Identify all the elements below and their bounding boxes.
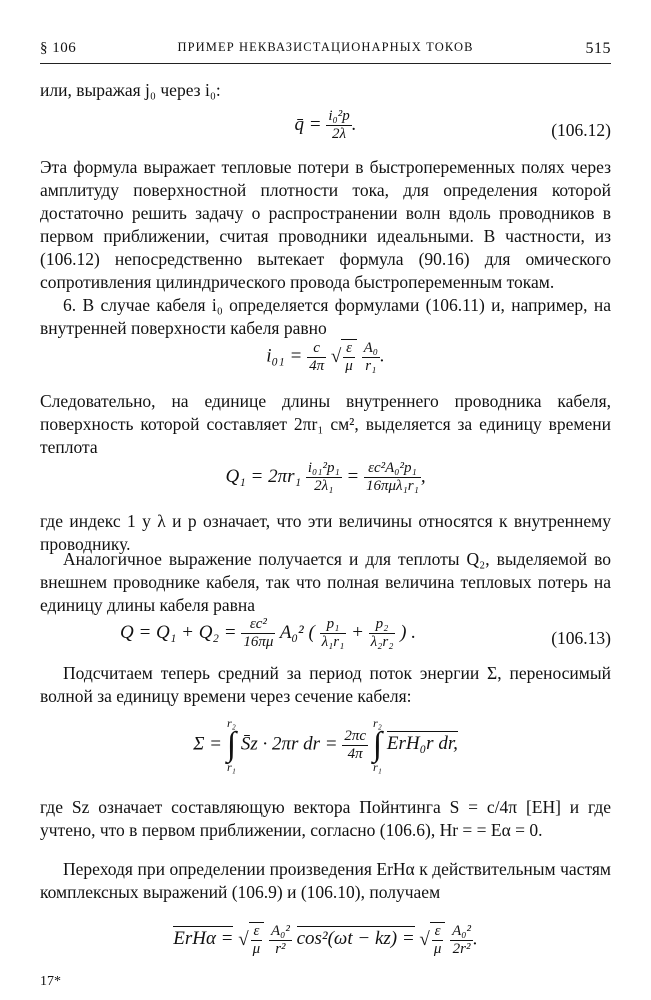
eq-tail: ) . <box>400 621 416 643</box>
eq-fraction-2 <box>320 616 347 651</box>
integrand-2: ErH₀r dr, <box>386 733 458 755</box>
eq-denominator: μ <box>345 358 353 374</box>
eq-middle: A₀² ( <box>279 621 315 643</box>
paragraph-9: Переходя при определении произведения ErHα к действительным частям комплексных выражений (106.9) и (106.10), получаем <box>40 859 611 902</box>
eq-lhs: i₀₁ = <box>266 345 303 367</box>
eq-lhs: Q = Q₁ + Q₂ = <box>120 621 237 643</box>
running-header <box>40 40 611 60</box>
eq-denominator: λ₁r₁ <box>321 634 345 650</box>
equation-ErHa <box>40 922 611 968</box>
eq-equals: = <box>346 465 360 487</box>
eq-fraction-2 <box>362 340 380 375</box>
eq-numerator: c <box>307 340 326 358</box>
eq-tail: . <box>473 928 478 950</box>
paragraph-3: 6. В случае кабеля i₀ определяется формулами (106.11) и, например, на внутренней поверхности кабеля равно <box>40 295 611 338</box>
paragraph-6: Аналогичное выражение получается и для теплоты Q₂, выделяемой во внешнем проводнике кабеля, так что полная величина тепловых потерь на единицу длины кабеля равна <box>40 549 611 615</box>
equation-106-12 <box>40 108 611 154</box>
eq-numerator: A₀ <box>363 339 378 356</box>
paragraph-2: Эта формула выражает тепловые потери в быстропеременных полях через амплитуду поверхностной плотности тока, для определения которой достаточно решить задачу о распространении волн вдоль проводников в первом приближении, считая проводники идеальными. В частности, из (106.12) непосредственно вытекает формула (90.16) для омического сопротивления цилиндрического провода быстропеременным токам. <box>40 157 611 292</box>
eq-denominator: 4π <box>347 745 363 762</box>
eq-numerator: εc²A₀²p₁ <box>364 460 421 478</box>
equation-Q1 <box>40 460 611 506</box>
signature-mark: 17* <box>40 974 61 989</box>
integral-2 <box>373 716 382 774</box>
eq-fraction-1 <box>241 616 275 651</box>
equation-number: (106.13) <box>551 628 611 648</box>
square-root: √ $\frac{\varepsilon}{\mu}$ <box>331 339 357 375</box>
section-number: § 106 <box>40 40 77 56</box>
eq-denominator: μ <box>252 941 261 957</box>
eq-numerator: 2πc <box>344 727 367 744</box>
paragraph-1: или, выражая j₀ через i₀: <box>40 80 221 100</box>
eq-denominator: μ <box>433 941 442 957</box>
eq-fraction-2 <box>450 923 473 958</box>
eq-denominator: 2λ <box>332 126 347 142</box>
page-number: 515 <box>585 40 611 57</box>
eq-numerator: A₀² <box>270 922 290 939</box>
integral-upper-limit: r₂ <box>373 716 382 730</box>
eq-denominator: r² <box>275 940 286 957</box>
square-root-1: √ $\frac{\varepsilon}{\mu}$ <box>238 922 264 958</box>
integral-sign: ∫ <box>226 726 237 763</box>
integral-lower-limit: r₁ <box>226 760 236 774</box>
eq-numerator: i₀²p <box>328 108 350 124</box>
equation-106-13 <box>40 616 611 662</box>
paragraph-4: Следовательно, на единице длины внутреннего проводника кабеля, поверхность которой составляет 2πr₁ см², выделяется за единицу времени теплота <box>40 391 611 457</box>
eq-numerator: i₀₁²p₁ <box>307 460 340 476</box>
eq-fraction-3 <box>369 616 396 651</box>
eq-cos-term: cos²(ωt − kz) = <box>296 928 415 950</box>
eq-tail: , <box>420 465 426 487</box>
eq-lhs: q̄ = <box>294 113 322 135</box>
eq-fraction-1 <box>269 923 292 958</box>
eq-tail: . <box>351 113 357 135</box>
integral-lower-limit: r₁ <box>373 760 382 774</box>
eq-numerator: p₂ <box>369 616 396 634</box>
eq-numerator: ε <box>251 923 263 941</box>
integrand-1: S̄z · 2πr dr = <box>240 733 338 755</box>
eq-numerator: ε <box>432 923 444 941</box>
eq-plus: + <box>351 621 364 643</box>
header-rule <box>40 63 611 64</box>
paragraph-8: где Sz означает составляющую вектора Пойнтинга S = c/4π [EH] и где учтено, что в первом приближении, согласно (106.6), Hr = = Eα = 0. <box>40 797 611 840</box>
square-root-2: √ $\frac{\varepsilon}{\mu}$ <box>419 922 445 958</box>
eq-numerator: A₀² <box>452 922 472 939</box>
integral-upper-limit: r₂ <box>226 716 236 730</box>
equation-sigma <box>40 716 611 782</box>
eq-fraction-2 <box>364 460 421 495</box>
eq-tail: . <box>379 345 385 367</box>
eq-fraction <box>326 108 351 143</box>
eq-numerator: εc² <box>241 616 275 634</box>
eq-denominator: 16πμλ₁r₁ <box>366 478 419 494</box>
paragraph-5: где индекс 1 у λ и p означает, что эти величины относятся к внутреннему проводнику. <box>40 511 611 554</box>
eq-fraction-1 <box>307 340 326 375</box>
integral-1 <box>227 716 236 774</box>
equation-number: (106.12) <box>551 120 611 140</box>
eq-numerator: p₁ <box>320 616 347 634</box>
eq-fraction-1 <box>306 460 342 495</box>
paragraph-7: Подсчитаем теперь средний за период поток энергии Σ, переносимый волной за единицу времени через сечение кабеля: <box>40 663 611 706</box>
eq-lhs: Q₁ = 2πr₁ <box>225 465 302 487</box>
eq-denominator: 2r² <box>452 940 471 957</box>
eq-lhs: Σ = <box>193 733 222 755</box>
running-title: ПРИМЕР НЕКВАЗИСТАЦИОНАРНЫХ ТОКОВ <box>177 40 474 54</box>
eq-denominator: 4π <box>309 357 325 374</box>
eq-denominator: 2λ₁ <box>314 478 334 494</box>
eq-numerator: ε <box>343 340 355 358</box>
eq-lhs: ErHα = <box>173 928 234 950</box>
eq-fraction <box>342 728 368 763</box>
eq-denominator: 16πμ <box>243 634 274 650</box>
eq-denominator: λ₂r₂ <box>370 634 394 650</box>
integral-sign: ∫ <box>372 726 383 763</box>
equation-i01 <box>40 339 611 385</box>
eq-denominator: r₁ <box>365 357 377 374</box>
